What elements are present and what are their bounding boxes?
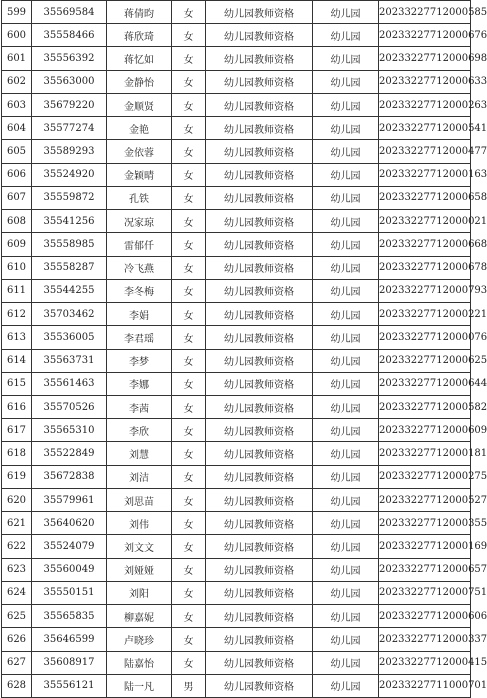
name-cell: 金依蓉: [107, 140, 172, 163]
exam-id-cell: 35560049: [32, 558, 107, 581]
level-cell: 幼儿园: [313, 117, 379, 140]
table-body: [2, 1, 487, 698]
certificate-number-cell: 20233227712000658: [379, 186, 471, 209]
qualification-cell: 幼儿园教师资格: [206, 303, 313, 326]
sex-cell: 女: [172, 465, 206, 488]
table-row: [2, 605, 471, 628]
name-cell: 金颖晴: [107, 163, 172, 186]
exam-id-cell: 35608917: [32, 651, 107, 674]
certificate-number-cell: 20233227712000657: [379, 558, 471, 581]
qualification-cell: 幼儿园教师资格: [206, 395, 313, 418]
name-cell: 柳嘉妮: [107, 605, 172, 628]
qualification-cell: 幼儿园教师资格: [206, 163, 313, 186]
seq-cell: 607: [2, 186, 32, 209]
exam-id-cell: 35703462: [32, 303, 107, 326]
sex-cell: 女: [172, 419, 206, 442]
certificate-number-cell: 20233227712000076: [379, 326, 471, 349]
name-cell: 刘娅娅: [107, 558, 172, 581]
seq-cell: 618: [2, 442, 32, 465]
name-cell: 雷郁仟: [107, 233, 172, 256]
sex-cell: 女: [172, 605, 206, 628]
level-cell: 幼儿园: [313, 465, 379, 488]
certificate-number-cell: 20233227712000337: [379, 628, 471, 651]
table-row: [2, 419, 471, 442]
table-row: [2, 70, 471, 93]
qualification-cell: 幼儿园教师资格: [206, 512, 313, 535]
name-cell: 刘伟: [107, 512, 172, 535]
table-row: [2, 442, 471, 465]
sex-cell: 女: [172, 326, 206, 349]
sex-cell: 女: [172, 581, 206, 604]
table-row: [2, 488, 471, 511]
seq-cell: 623: [2, 558, 32, 581]
qualification-cell: 幼儿园教师资格: [206, 93, 313, 116]
sex-cell: 女: [172, 256, 206, 279]
seq-cell: 612: [2, 303, 32, 326]
seq-cell: 619: [2, 465, 32, 488]
qualification-cell: 幼儿园教师资格: [206, 465, 313, 488]
exam-id-cell: 35558287: [32, 256, 107, 279]
sex-cell: 女: [172, 303, 206, 326]
name-cell: 金顺贤: [107, 93, 172, 116]
sex-cell: 女: [172, 163, 206, 186]
level-cell: 幼儿园: [313, 558, 379, 581]
seq-cell: 609: [2, 233, 32, 256]
sex-cell: 女: [172, 93, 206, 116]
qualification-table: [1, 0, 487, 698]
seq-cell: 611: [2, 279, 32, 302]
name-cell: 蒋忆如: [107, 47, 172, 70]
sex-cell: 女: [172, 70, 206, 93]
qualification-cell: 幼儿园教师资格: [206, 419, 313, 442]
table-row: [2, 326, 471, 349]
exam-id-cell: 35550151: [32, 581, 107, 604]
exam-id-cell: 35541256: [32, 210, 107, 233]
sex-cell: 女: [172, 442, 206, 465]
qualification-cell: 幼儿园教师资格: [206, 256, 313, 279]
certificate-number-cell: 20233227712000275: [379, 465, 471, 488]
qualification-cell: 幼儿园教师资格: [206, 488, 313, 511]
exam-id-cell: 35589293: [32, 140, 107, 163]
exam-id-cell: 35544255: [32, 279, 107, 302]
exam-id-cell: 35569584: [32, 1, 107, 24]
name-cell: 陆一凡: [107, 674, 172, 697]
sex-cell: 女: [172, 233, 206, 256]
qualification-cell: 幼儿园教师资格: [206, 535, 313, 558]
seq-cell: 613: [2, 326, 32, 349]
seq-cell: 602: [2, 70, 32, 93]
sex-cell: 女: [172, 395, 206, 418]
exam-id-cell: 35563731: [32, 349, 107, 372]
certificate-number-cell: 20233227712000169: [379, 535, 471, 558]
certificate-number-cell: 20233227712000676: [379, 24, 471, 47]
name-cell: 李娜: [107, 372, 172, 395]
sex-cell: 男: [172, 674, 206, 697]
table-row: [2, 233, 471, 256]
name-cell: 刘洁: [107, 465, 172, 488]
seq-cell: 608: [2, 210, 32, 233]
table-row: [2, 24, 471, 47]
name-cell: 李梦: [107, 349, 172, 372]
certificate-number-cell: 20233227711000701: [379, 674, 471, 697]
qualification-cell: 幼儿园教师资格: [206, 349, 313, 372]
sex-cell: 女: [172, 279, 206, 302]
qualification-cell: 幼儿园教师资格: [206, 581, 313, 604]
exam-id-cell: 35565310: [32, 419, 107, 442]
level-cell: 幼儿园: [313, 256, 379, 279]
seq-cell: 606: [2, 163, 32, 186]
name-cell: 蒋欣琦: [107, 24, 172, 47]
qualification-cell: 幼儿园教师资格: [206, 279, 313, 302]
level-cell: 幼儿园: [313, 349, 379, 372]
seq-cell: 627: [2, 651, 32, 674]
qualification-cell: 幼儿园教师资格: [206, 628, 313, 651]
seq-cell: 601: [2, 47, 32, 70]
sex-cell: 女: [172, 535, 206, 558]
sex-cell: 女: [172, 47, 206, 70]
certificate-number-cell: 20233227712000163: [379, 163, 471, 186]
sex-cell: 女: [172, 488, 206, 511]
table-row: [2, 1, 471, 24]
level-cell: 幼儿园: [313, 674, 379, 697]
sex-cell: 女: [172, 349, 206, 372]
seq-cell: 603: [2, 93, 32, 116]
seq-cell: 624: [2, 581, 32, 604]
name-cell: 李君瑶: [107, 326, 172, 349]
qualification-cell: 幼儿园教师资格: [206, 233, 313, 256]
level-cell: 幼儿园: [313, 419, 379, 442]
level-cell: 幼儿园: [313, 1, 379, 24]
name-cell: 卢晓珍: [107, 628, 172, 651]
qualification-cell: 幼儿园教师资格: [206, 651, 313, 674]
exam-id-cell: 35561463: [32, 372, 107, 395]
exam-id-cell: 35565835: [32, 605, 107, 628]
name-cell: 刘阳: [107, 581, 172, 604]
level-cell: 幼儿园: [313, 279, 379, 302]
seq-cell: 599: [2, 1, 32, 24]
certificate-number-cell: 20233227712000221: [379, 303, 471, 326]
seq-cell: 620: [2, 488, 32, 511]
level-cell: 幼儿园: [313, 372, 379, 395]
name-cell: 刘思苗: [107, 488, 172, 511]
certificate-number-cell: 20233227712000633: [379, 70, 471, 93]
sex-cell: 女: [172, 512, 206, 535]
level-cell: 幼儿园: [313, 628, 379, 651]
exam-id-cell: 35640620: [32, 512, 107, 535]
table-row: [2, 163, 471, 186]
certificate-number-cell: 20233227712000527: [379, 488, 471, 511]
name-cell: 况家琼: [107, 210, 172, 233]
level-cell: 幼儿园: [313, 70, 379, 93]
table-row: [2, 210, 471, 233]
table-row: [2, 303, 471, 326]
sex-cell: 女: [172, 651, 206, 674]
exam-id-cell: 35556121: [32, 674, 107, 697]
seq-cell: 615: [2, 372, 32, 395]
qualification-cell: 幼儿园教师资格: [206, 558, 313, 581]
seq-cell: 617: [2, 419, 32, 442]
name-cell: 孔铁: [107, 186, 172, 209]
level-cell: 幼儿园: [313, 24, 379, 47]
certificate-number-cell: 20233227712000181: [379, 442, 471, 465]
table-row: [2, 140, 471, 163]
level-cell: 幼儿园: [313, 442, 379, 465]
qualification-cell: 幼儿园教师资格: [206, 605, 313, 628]
certificate-number-cell: 20233227712000644: [379, 372, 471, 395]
table-row: [2, 535, 471, 558]
level-cell: 幼儿园: [313, 233, 379, 256]
name-cell: 金艳: [107, 117, 172, 140]
level-cell: 幼儿园: [313, 581, 379, 604]
certificate-number-cell: 20233227712000606: [379, 605, 471, 628]
exam-id-cell: 35570526: [32, 395, 107, 418]
certificate-number-cell: 20233227712000668: [379, 233, 471, 256]
table-row: [2, 465, 471, 488]
exam-id-cell: 35558985: [32, 233, 107, 256]
level-cell: 幼儿园: [313, 47, 379, 70]
level-cell: 幼儿园: [313, 93, 379, 116]
certificate-number-cell: 20233227712000625: [379, 349, 471, 372]
level-cell: 幼儿园: [313, 512, 379, 535]
qualification-cell: 幼儿园教师资格: [206, 140, 313, 163]
sex-cell: 女: [172, 558, 206, 581]
certificate-number-cell: 20233227712000678: [379, 256, 471, 279]
exam-id-cell: 35524920: [32, 163, 107, 186]
exam-id-cell: 35522849: [32, 442, 107, 465]
exam-id-cell: 35679220: [32, 93, 107, 116]
certificate-number-cell: 20233227712000585: [379, 1, 471, 24]
level-cell: 幼儿园: [313, 186, 379, 209]
level-cell: 幼儿园: [313, 395, 379, 418]
table-row: [2, 117, 471, 140]
seq-cell: 622: [2, 535, 32, 558]
certificate-number-cell: 20233227712000415: [379, 651, 471, 674]
sex-cell: 女: [172, 628, 206, 651]
table-row: [2, 395, 471, 418]
sex-cell: 女: [172, 1, 206, 24]
name-cell: 刘慧: [107, 442, 172, 465]
qualification-cell: 幼儿园教师资格: [206, 24, 313, 47]
name-cell: 金静怡: [107, 70, 172, 93]
name-cell: 蒋倩昀: [107, 1, 172, 24]
seq-cell: 621: [2, 512, 32, 535]
table-row: [2, 651, 471, 674]
name-cell: 刘文文: [107, 535, 172, 558]
table-row: [2, 279, 471, 302]
exam-id-cell: 35556392: [32, 47, 107, 70]
table-row: [2, 512, 471, 535]
table-row: [2, 186, 471, 209]
seq-cell: 605: [2, 140, 32, 163]
qualification-cell: 幼儿园教师资格: [206, 326, 313, 349]
table-row: [2, 372, 471, 395]
qualification-cell: 幼儿园教师资格: [206, 442, 313, 465]
name-cell: 李娟: [107, 303, 172, 326]
exam-id-cell: 35579961: [32, 488, 107, 511]
exam-id-cell: 35536005: [32, 326, 107, 349]
table-row: [2, 256, 471, 279]
certificate-number-cell: 20233227712000263: [379, 93, 471, 116]
certificate-number-cell: 20233227712000541: [379, 117, 471, 140]
certificate-number-cell: 20233227712000582: [379, 395, 471, 418]
name-cell: 李冬梅: [107, 279, 172, 302]
sex-cell: 女: [172, 210, 206, 233]
exam-id-cell: 35672838: [32, 465, 107, 488]
table-row: [2, 47, 471, 70]
seq-cell: 616: [2, 395, 32, 418]
level-cell: 幼儿园: [313, 651, 379, 674]
certificate-number-cell: 20233227712000751: [379, 581, 471, 604]
qualification-cell: 幼儿园教师资格: [206, 1, 313, 24]
qualification-cell: 幼儿园教师资格: [206, 117, 313, 140]
sex-cell: 女: [172, 186, 206, 209]
table-row: [2, 558, 471, 581]
level-cell: 幼儿园: [313, 535, 379, 558]
qualification-cell: 幼儿园教师资格: [206, 70, 313, 93]
exam-id-cell: 35646599: [32, 628, 107, 651]
exam-id-cell: 35524079: [32, 535, 107, 558]
table-row: [2, 93, 471, 116]
table-row: [2, 349, 471, 372]
name-cell: 冷飞燕: [107, 256, 172, 279]
sex-cell: 女: [172, 24, 206, 47]
level-cell: 幼儿园: [313, 488, 379, 511]
sex-cell: 女: [172, 140, 206, 163]
certificate-number-cell: 20233227712000698: [379, 47, 471, 70]
seq-cell: 610: [2, 256, 32, 279]
name-cell: 李欣: [107, 419, 172, 442]
level-cell: 幼儿园: [313, 303, 379, 326]
certificate-number-cell: 20233227712000793: [379, 279, 471, 302]
qualification-cell: 幼儿园教师资格: [206, 372, 313, 395]
level-cell: 幼儿园: [313, 210, 379, 233]
sex-cell: 女: [172, 372, 206, 395]
seq-cell: 600: [2, 24, 32, 47]
name-cell: 陆嘉怡: [107, 651, 172, 674]
seq-cell: 604: [2, 117, 32, 140]
certificate-number-cell: 20233227712000355: [379, 512, 471, 535]
seq-cell: 625: [2, 605, 32, 628]
qualification-cell: 幼儿园教师资格: [206, 47, 313, 70]
seq-cell: 626: [2, 628, 32, 651]
certificate-number-cell: 20233227712000021: [379, 210, 471, 233]
exam-id-cell: 35563000: [32, 70, 107, 93]
level-cell: 幼儿园: [313, 605, 379, 628]
table-row: [2, 628, 471, 651]
exam-id-cell: 35577274: [32, 117, 107, 140]
level-cell: 幼儿园: [313, 163, 379, 186]
qualification-cell: 幼儿园教师资格: [206, 210, 313, 233]
certificate-number-cell: 20233227712000477: [379, 140, 471, 163]
qualification-cell: 幼儿园教师资格: [206, 674, 313, 697]
table-row: [2, 674, 471, 697]
exam-id-cell: 35558466: [32, 24, 107, 47]
level-cell: 幼儿园: [313, 140, 379, 163]
exam-id-cell: 35559872: [32, 186, 107, 209]
qualification-cell: 幼儿园教师资格: [206, 186, 313, 209]
seq-cell: 628: [2, 674, 32, 697]
certificate-number-cell: 20233227712000609: [379, 419, 471, 442]
sex-cell: 女: [172, 117, 206, 140]
seq-cell: 614: [2, 349, 32, 372]
level-cell: 幼儿园: [313, 326, 379, 349]
table-row: [2, 581, 471, 604]
name-cell: 李茜: [107, 395, 172, 418]
